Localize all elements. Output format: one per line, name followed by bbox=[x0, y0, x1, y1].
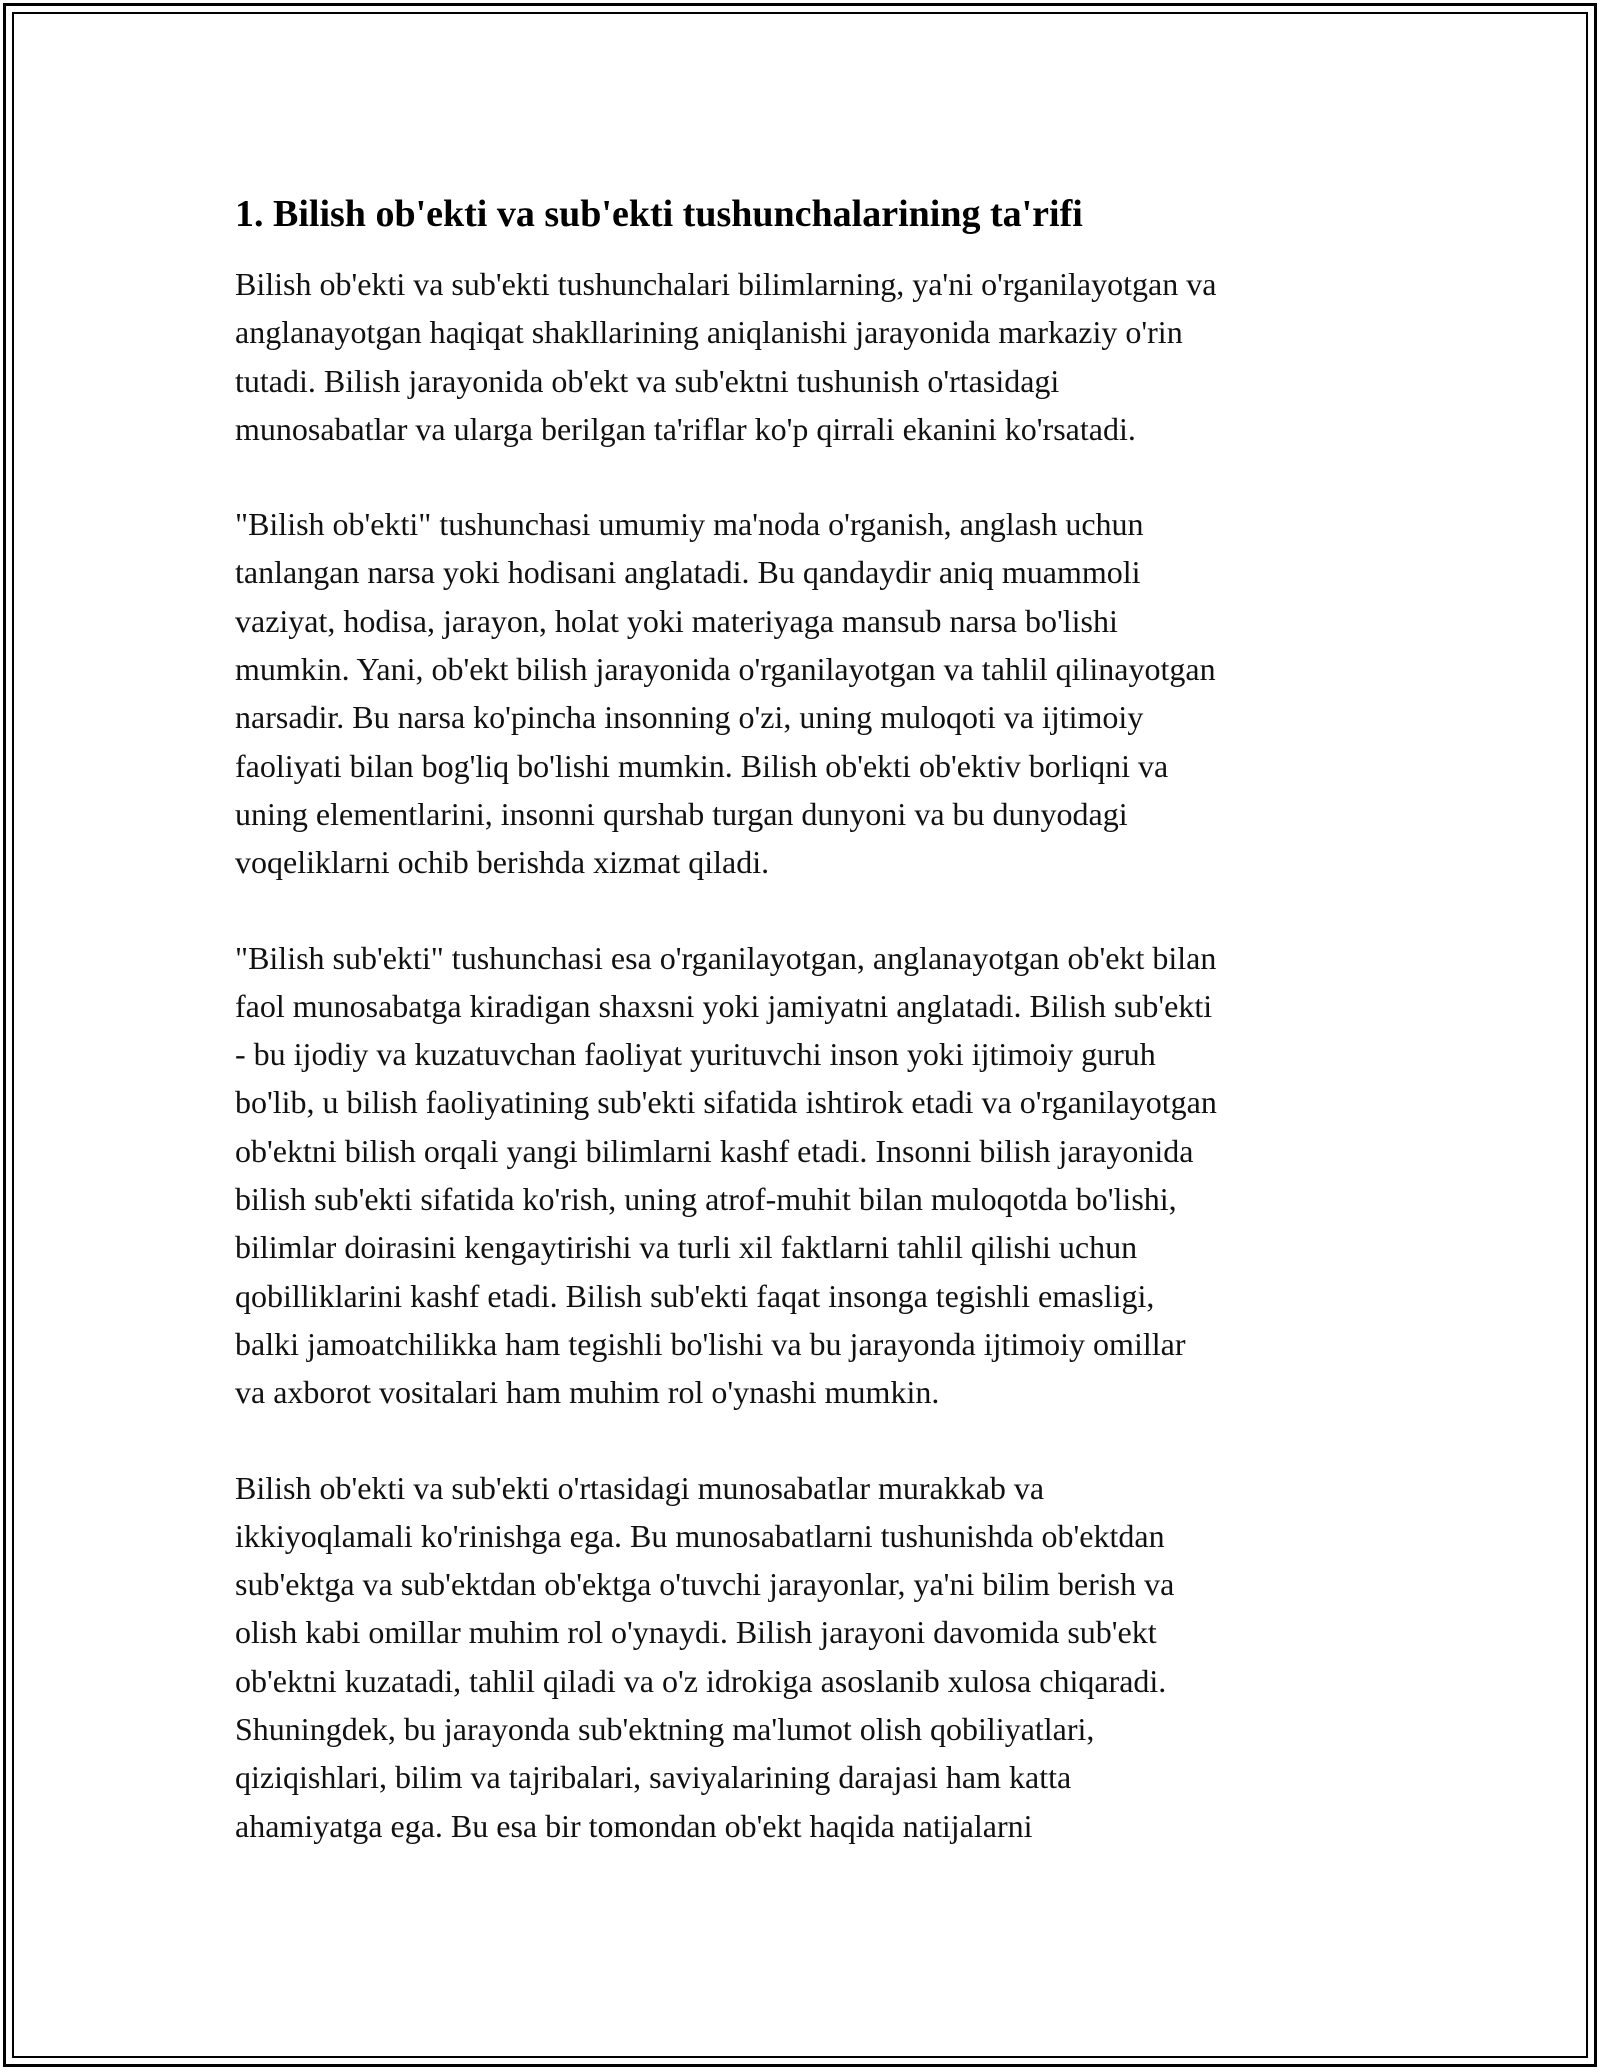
text-line: faol munosabatga kiradigan shaxsni yoki jamiyatni anglatadi. Bilish sub'ekti bbox=[235, 987, 1213, 1024]
text-line: tanlangan narsa yoki hodisani anglatadi. Bu qandaydir aniq muammoli bbox=[235, 554, 1141, 591]
section-heading: 1. Bilish ob'ekti va sub'ekti tushunchalarining ta'rifi bbox=[235, 193, 1083, 235]
text-line: olish kabi omillar muhim rol o'ynaydi. Bilish jarayoni davomida sub'ekt bbox=[235, 1614, 1157, 1651]
text-line: qobilliklarini kashf etadi. Bilish sub'ekti faqat insonga tegishli emasligi, bbox=[235, 1277, 1155, 1314]
text-line: bilish sub'ekti sifatida ko'rish, uning atrof-muhit bilan muloqotda bo'lishi, bbox=[235, 1181, 1177, 1218]
text-line: - bu ijodiy va kuzatuvchan faoliyat yurituvchi inson yoki ijtimoiy guruh bbox=[235, 1036, 1156, 1073]
text-line: va axborot vositalari ham muhim rol o'ynashi mumkin. bbox=[235, 1374, 940, 1411]
paragraph-2 bbox=[235, 500, 1375, 886]
text-line: ob'ektni bilish orqali yangi bilimlarni kashf etadi. Insonni bilish jarayonida bbox=[235, 1132, 1194, 1169]
text-line: vaziyat, hodisa, jarayon, holat yoki materiyaga mansub narsa bo'lishi bbox=[235, 602, 1118, 639]
text-line: Bilish ob'ekti va sub'ekti tushunchalari bilimlarning, ya'ni o'rganilayotgan va bbox=[235, 266, 1217, 302]
text-line: voqeliklarni ochib berishda xizmat qiladi. bbox=[235, 844, 770, 881]
document-body bbox=[235, 190, 1375, 1897]
text-line: Shuningdek, bu jarayonda sub'ektning ma'lumot olish qobiliyatlari, bbox=[235, 1711, 1095, 1748]
text-line: tutadi. Bilish jarayonida ob'ekt va sub'ektni tushunish o'rtasidagi bbox=[235, 362, 1060, 399]
text-line: mumkin. Yani, ob'ekt bilish jarayonida o'rganilayotgan va tahlil qilinayotgan bbox=[235, 651, 1216, 688]
text-line: "Bilish sub'ekti" tushunchasi esa o'rganilayotgan, anglanayotgan ob'ekt bilan bbox=[235, 939, 1217, 976]
text-line: ob'ektni kuzatadi, tahlil qiladi va o'z idrokiga asoslanib xulosa chiqaradi. bbox=[235, 1662, 1167, 1699]
text-line: uning elementlarini, insonni qurshab turgan dunyoni va bu dunyodagi bbox=[235, 795, 1128, 832]
text-line: sub'ektga va sub'ektdan ob'ektga o'tuvchi jarayonlar, ya'ni bilim berish va bbox=[235, 1566, 1175, 1603]
text-line: munosabatlar va ularga berilgan ta'riflar ko'p qirrali ekanini ko'rsatadi. bbox=[235, 410, 1136, 447]
paragraph-1 bbox=[235, 260, 1375, 453]
text-line: anglanayotgan haqiqat shakllarining aniqlanishi jarayonida markaziy o'rin bbox=[235, 314, 1183, 351]
text-line: bilimlar doirasini kengaytirishi va turli xil faktlarni tahlil qilishi uchun bbox=[235, 1229, 1138, 1266]
text-line: ikkiyoqlamali ko'rinishga ega. Bu munosabatlarni tushunishda ob'ektdan bbox=[235, 1517, 1165, 1554]
text-line: "Bilish ob'ekti" tushunchasi umumiy ma'noda o'rganish, anglash uchun bbox=[235, 506, 1144, 543]
text-line: narsadir. Bu narsa ko'pincha insonning o'zi, uning muloqoti va ijtimoiy bbox=[235, 699, 1144, 736]
text-line: faoliyati bilan bog'liq bo'lishi mumkin. Bilish ob'ekti ob'ektiv borliqni va bbox=[235, 747, 1169, 784]
text-line: bo'lib, u bilish faoliyatining sub'ekti sifatida ishtirok etadi va o'rganilayotgan bbox=[235, 1084, 1217, 1121]
text-line: balki jamoatchilikka ham tegishli bo'lishi va bu jarayonda ijtimoiy omillar bbox=[235, 1325, 1186, 1362]
text-line: ahamiyatga ega. Bu esa bir tomondan ob'ekt haqida natijalarni bbox=[235, 1807, 1033, 1844]
text-line: qiziqishlari, bilim va tajribalari, saviyalarining darajasi ham katta bbox=[235, 1759, 1072, 1796]
text-line: Bilish ob'ekti va sub'ekti o'rtasidagi munosabatlar murakkab va bbox=[235, 1469, 1045, 1506]
paragraph-3 bbox=[235, 934, 1375, 1417]
paragraph-4 bbox=[235, 1464, 1375, 1850]
